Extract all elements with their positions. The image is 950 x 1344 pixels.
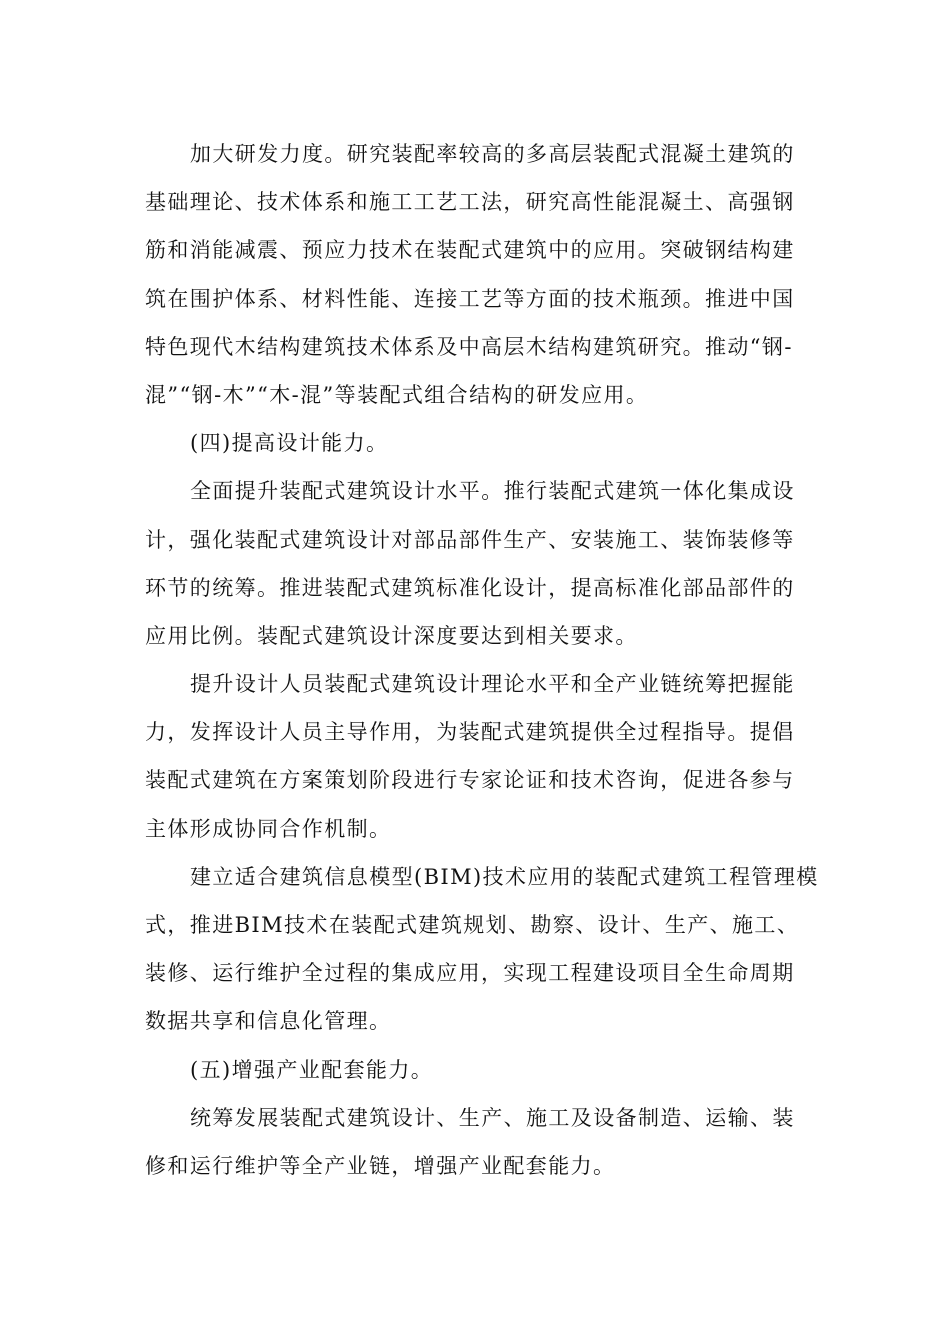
paragraph-industry-chain xyxy=(145,1094,805,1190)
text-line: 全面提升装配式建筑设计水平。推行装配式建筑一体化集成设 xyxy=(190,479,795,504)
heading-text: (四)提高设计能力。 xyxy=(190,431,389,456)
text-line: 基础理论、技术体系和施工工艺工法，研究高性能混凝土、高强钢 xyxy=(145,190,795,215)
text-line: 主体形成协同合作机制。 xyxy=(145,816,392,841)
text-line: 特色现代木结构建筑技术体系及中高层木结构建筑研究。推动“钢- xyxy=(145,334,793,359)
text-line: 数据共享和信息化管理。 xyxy=(145,1009,392,1034)
section-heading-5 xyxy=(145,1046,805,1094)
text-line: 式，推进BIM技术在装配式建筑规划、勘察、设计、生产、施工、 xyxy=(145,913,800,937)
text-line: 应用比例。装配式建筑设计深度要达到相关要求。 xyxy=(145,623,638,648)
text-line: 加大研发力度。研究装配率较高的多高层装配式混凝土建筑的 xyxy=(190,142,795,166)
text-line: 建立适合建筑信息模型(BIM)技术应用的装配式建筑工程管理模 xyxy=(190,864,819,889)
text-line: 混”“钢-木”“木-混”等装配式组合结构的研发应用。 xyxy=(145,382,649,407)
text-line: 提升设计人员装配式建筑设计理论水平和全产业链统筹把握能 xyxy=(190,672,795,697)
document-body xyxy=(145,130,819,1190)
text-line: 筋和消能减震、预应力技术在装配式建筑中的应用。突破钢结构建 xyxy=(145,238,795,263)
text-line: 筑在围护体系、材料性能、连接工艺等方面的技术瓶颈。推进中国 xyxy=(145,286,795,311)
text-line: 装修、运行维护全过程的集成应用，实现工程建设项目全生命周期 xyxy=(145,961,795,986)
paragraph-designers xyxy=(145,660,805,853)
paragraph-research xyxy=(145,130,805,419)
text-line: 环节的统筹。推进装配式建筑标准化设计，提高标准化部品部件的 xyxy=(145,575,795,600)
text-line: 装配式建筑在方案策划阶段进行专家论证和技术咨询，促进各参与 xyxy=(145,768,795,793)
paragraph-bim xyxy=(145,853,819,1046)
text-line: 计，强化装配式建筑设计对部品部件生产、安装施工、装饰装修等 xyxy=(145,527,795,552)
paragraph-design-level xyxy=(145,467,805,660)
text-line: 力，发挥设计人员主导作用，为装配式建筑提供全过程指导。提倡 xyxy=(145,720,795,745)
text-line: 统筹发展装配式建筑设计、生产、施工及设备制造、运输、装 xyxy=(190,1105,795,1130)
heading-text: (五)增强产业配套能力。 xyxy=(190,1057,434,1082)
section-heading-4 xyxy=(145,419,805,467)
text-line: 修和运行维护等全产业链，增强产业配套能力。 xyxy=(145,1153,616,1178)
